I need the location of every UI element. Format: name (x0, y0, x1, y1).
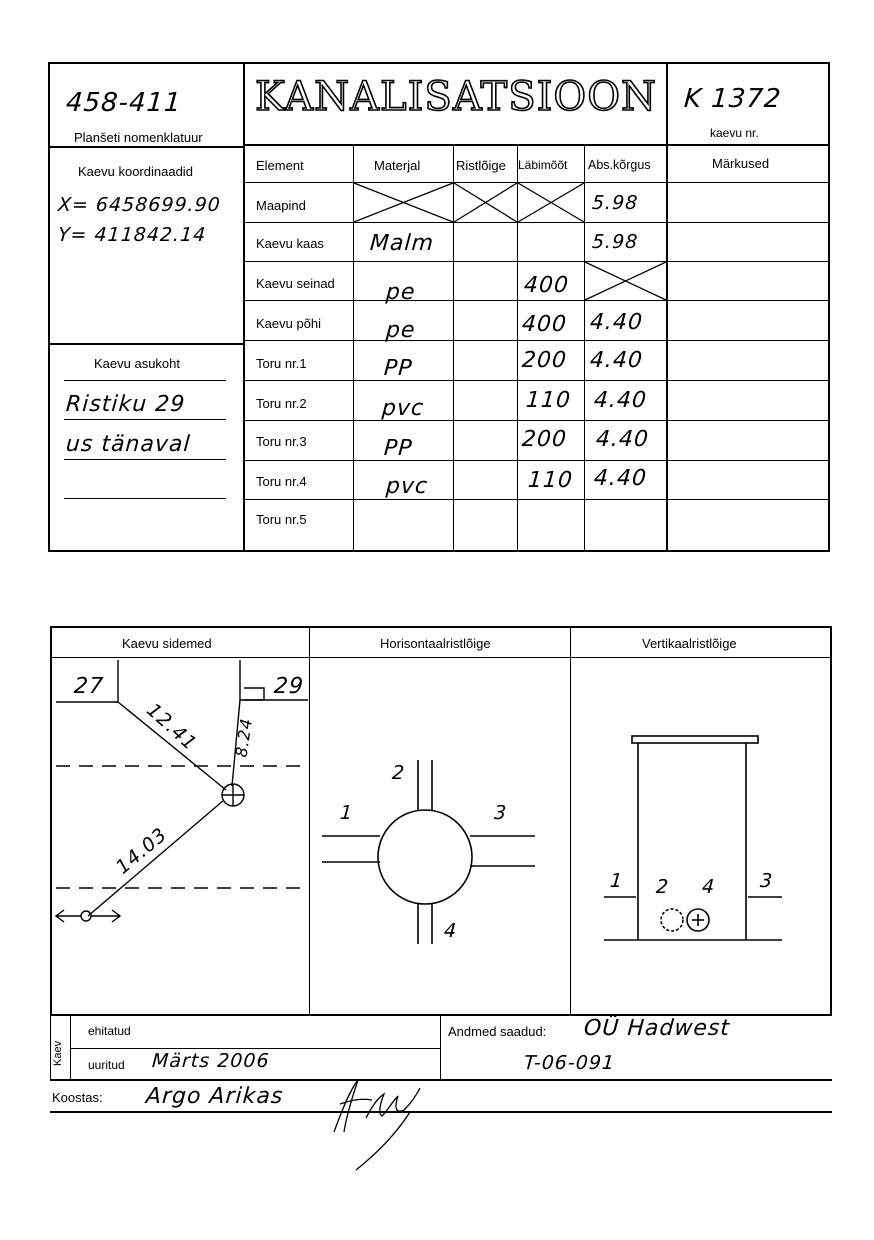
coord-x: X= 6458699.90 (57, 194, 222, 216)
v-pipe3: 3 (759, 870, 774, 892)
data-value2: T-06-091 (523, 1052, 616, 1074)
row-diameter: 200 (521, 427, 568, 452)
vertical-title: Vertikaalristlõige (642, 636, 737, 651)
plan-label: Planšeti nomenklatuur (74, 130, 203, 145)
row-element: Kaevu seinad (256, 276, 335, 291)
row-element: Kaevu põhi (256, 316, 322, 331)
row-element: Toru nr.2 (256, 396, 307, 411)
h-pipe4: 4 (443, 920, 458, 942)
row-material: PP (383, 356, 414, 381)
row-abs: 4.40 (595, 427, 650, 452)
author-value: Argo Arikas (145, 1084, 285, 1109)
plan-number: 458-411 (64, 88, 183, 118)
surveyed-value: Märts 2006 (151, 1050, 271, 1072)
col-notes: Märkused (712, 156, 770, 171)
row-element: Maapind (256, 198, 306, 213)
row-material: Malm (369, 231, 435, 256)
col-abs: Abs.kõrgus (588, 158, 651, 172)
location-line2: us tänaval (65, 432, 192, 457)
v-pipe4: 4 (701, 876, 716, 898)
row-abs: 4.40 (589, 310, 644, 335)
row-element: Kaevu kaas (256, 236, 324, 251)
row-element: Toru nr.5 (256, 512, 307, 527)
row-diameter: 400 (523, 273, 570, 298)
row-diameter: 200 (521, 348, 568, 373)
row-element: Toru nr.4 (256, 474, 307, 489)
data-label: Andmed saadud: (448, 1024, 547, 1039)
col-diameter: Läbimõõt (518, 158, 568, 172)
row-element: Toru nr.3 (256, 434, 307, 449)
ties-title: Kaevu sidemed (122, 636, 212, 651)
well-label: Kaev (52, 1040, 64, 1066)
row-diameter: 110 (527, 468, 574, 493)
surveyed-label: uuritud (88, 1058, 125, 1072)
tie-dist-b: 8.24 (231, 716, 256, 759)
row-abs: 5.98 (591, 231, 640, 253)
horizontal-title: Horisontaalristlõige (380, 636, 491, 651)
row-material: pvc (381, 396, 425, 421)
col-element: Element (256, 158, 304, 173)
col-cross: Ristlõige (456, 158, 506, 173)
built-label: ehitatud (88, 1024, 131, 1038)
well-number-label: kaevu nr. (710, 126, 759, 140)
tie-dist-c: 14.03 (111, 823, 172, 879)
col-material: Materjal (374, 158, 421, 173)
well-number: K 1372 (682, 84, 783, 114)
row-abs: 4.40 (593, 388, 648, 413)
row-abs: 5.98 (591, 192, 640, 214)
tie-right-ref: 29 (273, 674, 305, 699)
row-diameter: 110 (525, 388, 572, 413)
v-pipe2: 2 (655, 876, 670, 898)
row-material: PP (383, 436, 414, 461)
coords-label: Kaevu koordinaadid (78, 164, 193, 179)
row-diameter: 400 (521, 312, 568, 337)
h-pipe2: 2 (391, 762, 406, 784)
v-pipe1: 1 (609, 870, 624, 892)
row-material: pe (385, 318, 417, 343)
h-pipe3: 3 (493, 802, 508, 824)
row-abs: 4.40 (589, 348, 644, 373)
page-title: KANALISATSIOON (255, 74, 657, 120)
location-line1: Ristiku 29 (65, 392, 187, 417)
row-material: pvc (385, 474, 429, 499)
data-value1: OÜ Hadwest (583, 1016, 731, 1041)
author-label: Koostas: (52, 1090, 103, 1105)
row-element: Toru nr.1 (256, 356, 307, 371)
row-abs: 4.40 (593, 466, 648, 491)
location-label: Kaevu asukoht (94, 356, 181, 371)
row-material: pe (385, 280, 417, 305)
tie-dist-a: 12.41 (142, 698, 202, 756)
h-pipe1: 1 (339, 802, 354, 824)
coord-y: Y= 411842.14 (57, 224, 208, 246)
tie-left-ref: 27 (73, 674, 105, 699)
